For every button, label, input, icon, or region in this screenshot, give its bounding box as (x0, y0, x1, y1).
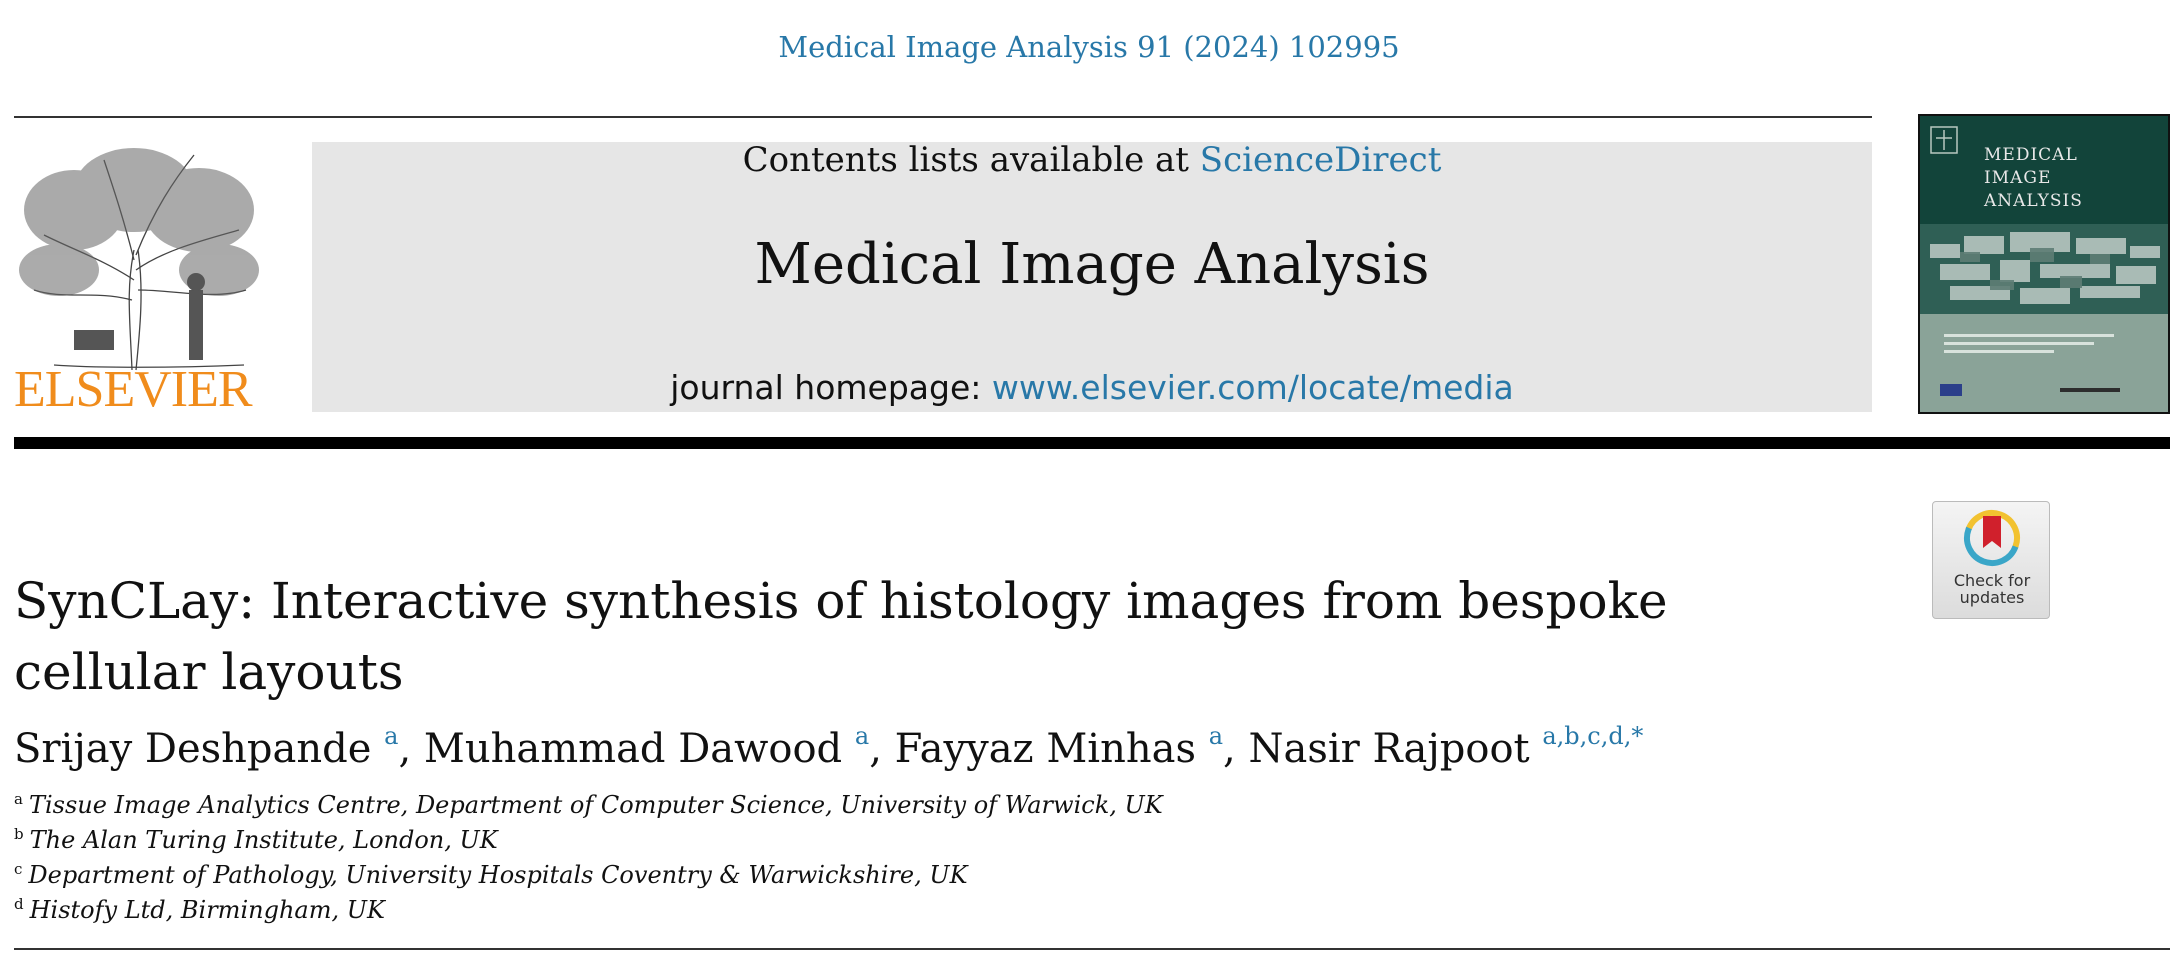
affiliation-mark: b (14, 825, 24, 843)
homepage-link[interactable]: www.elsevier.com/locate/media (991, 368, 1514, 407)
affiliation-item (14, 825, 1914, 854)
header-thick-divider (14, 437, 2170, 449)
article-title: SynCLay: Interactive synthesis of histology images from bespoke cellular layouts (14, 572, 1668, 701)
check-for-updates-label (1933, 572, 2051, 606)
affiliation-text: Department of Pathology, University Hospitals Coventry & Warwickshire, UK (28, 861, 968, 889)
check-for-updates-line: updates (1959, 588, 2025, 607)
affiliation-text: The Alan Turing Institute, London, UK (29, 826, 498, 854)
author-affiliation-mark[interactable]: a (384, 722, 399, 750)
check-for-updates-badge[interactable] (1932, 501, 2050, 619)
crossmark-icon (1962, 508, 2022, 568)
homepage-line (312, 368, 1872, 407)
author-list (14, 722, 1914, 772)
check-for-updates-line: Check for (1953, 571, 2031, 590)
cover-title (1984, 144, 2164, 213)
journal-title: Medical Image Analysis (754, 232, 1430, 297)
author-affiliation-mark[interactable]: a,b,c,d,* (1542, 722, 1644, 750)
affiliation-mark: d (14, 895, 24, 913)
homepage-prefix: journal homepage: (670, 368, 992, 407)
author-separator: , (869, 726, 895, 772)
contents-line (312, 140, 1872, 180)
sciencedirect-link[interactable]: ScienceDirect (1199, 140, 1442, 180)
author-affiliation-mark[interactable]: a (854, 722, 870, 750)
affiliation-item (14, 860, 1914, 889)
bottom-divider (14, 948, 2170, 950)
cover-title-line: ANALYSIS (1984, 191, 2083, 211)
affiliation-mark: a (14, 790, 23, 808)
journal-citation[interactable]: Medical Image Analysis 91 (2024) 102995 (778, 30, 1400, 64)
author-name[interactable]: Fayyaz Minhas (894, 726, 1196, 772)
affiliation-item (14, 895, 1914, 924)
cover-brain-image (1920, 224, 2168, 314)
affiliation-text: Tissue Image Analytics Centre, Department of Computer Science, University of Warwick, UK (28, 791, 1163, 819)
affiliation-mark: c (14, 860, 23, 878)
journal-cover[interactable] (1918, 114, 2170, 414)
author-affiliation-mark[interactable]: a (1208, 722, 1224, 750)
author-separator: , (398, 726, 424, 772)
author-separator: , (1223, 726, 1249, 772)
author-name[interactable]: Srijay Deshpande (14, 726, 372, 772)
author-name[interactable]: Nasir Rajpoot (1248, 726, 1530, 772)
cover-title-line: IMAGE (1984, 168, 2052, 188)
contents-prefix: Contents lists available at (742, 140, 1200, 180)
elsevier-wordmark[interactable]: ELSEVIER (14, 361, 252, 418)
cover-bottom-panel (1920, 314, 2168, 414)
cover-publisher-icon (1930, 126, 1958, 154)
cover-title-line: MEDICAL (1984, 145, 2078, 165)
author-name[interactable]: Muhammad Dawood (423, 726, 843, 772)
affiliation-text: Histofy Ltd, Birmingham, UK (29, 896, 385, 924)
top-divider (14, 116, 1872, 118)
affiliation-item (14, 790, 1914, 819)
